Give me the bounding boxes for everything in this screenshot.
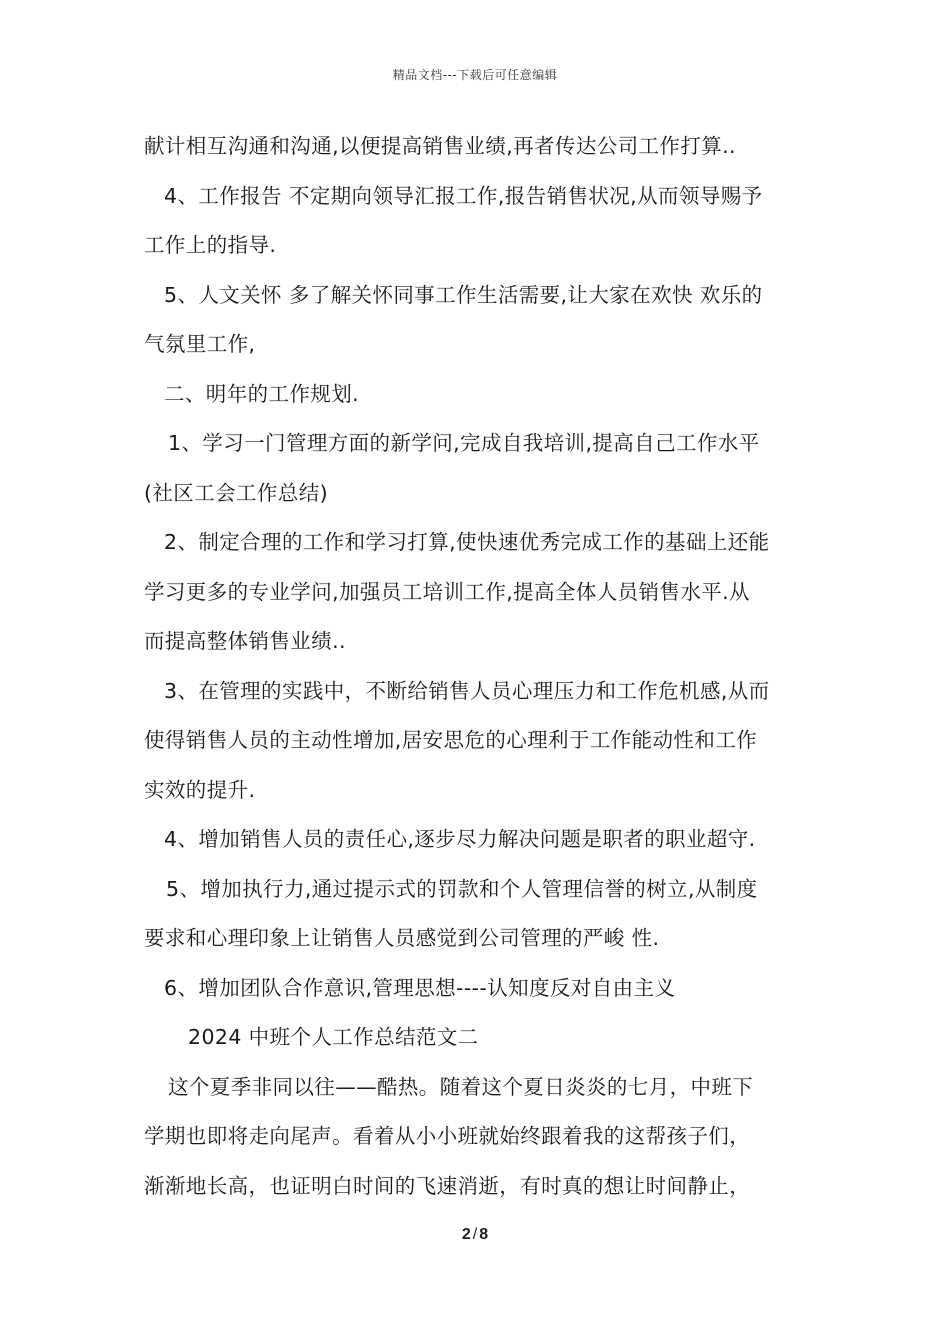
- text-line: 5、人文关怀 多了解关怀同事工作生活需要,让大家在欢快 欢乐的: [164, 282, 763, 307]
- text-line: 实效的提升.: [144, 777, 256, 802]
- text-line: 2024 中班个人工作总结范文二: [188, 1025, 479, 1049]
- text-line: 学习更多的专业学问,加强员工培训工作,提高全体人员销售水平.从: [144, 579, 750, 604]
- page-header: 精品文档---下载后可任意编辑: [392, 68, 558, 82]
- text-line: 要求和心理印象上让销售人员感觉到公司管理的严峻 性.: [144, 926, 660, 950]
- text-line: 工作上的指导.: [144, 233, 277, 257]
- page-separator: /: [472, 1226, 478, 1243]
- text-line: 6、增加团队合作意识,管理思想----认知度反对自由主义: [164, 975, 676, 1000]
- text-line: 这个夏季非同以往——酷热。随着这个夏日炎炎的七月，中班下: [168, 1074, 754, 1099]
- text-line: 学期也即将走向尾声。看着从小小班就始终跟着我的这帮孩子们，: [144, 1124, 751, 1148]
- current-page: 2: [461, 1226, 471, 1243]
- page-number: [0, 1226, 950, 1244]
- text-line: 二、明年的工作规划.: [164, 381, 360, 406]
- text-line: 渐渐地长高，也证明白时间的飞速消逝，有时真的想让时间静止，: [144, 1173, 751, 1198]
- text-line: 4、增加销售人员的责任心,逐步尽力解决问题是职者的职业超守.: [164, 827, 756, 851]
- text-line: (社区工会工作总结): [144, 480, 328, 505]
- text-line: 献计相互沟通和沟通,以便提高销售业绩,再者传达公司工作打算..: [144, 134, 736, 158]
- text-line: 3、在管理的实践中，不断给销售人员心理压力和工作危机感,从而: [164, 678, 770, 703]
- text-line: 1、学习一门管理方面的新学问,完成自我培训,提高自己工作水平: [168, 431, 760, 455]
- text-line: 4、工作报告 不定期向领导汇报工作,报告销售状况,从而领导赐予: [164, 183, 763, 208]
- text-line: 使得销售人员的主动性增加,居安思危的心理利于工作能动性和工作: [144, 728, 758, 752]
- text-line: 5、增加执行力,通过提示式的罚款和个人管理信誉的树立,从制度: [166, 876, 758, 901]
- text-line: 气氛里工作,: [144, 332, 256, 356]
- total-pages: 8: [479, 1226, 489, 1243]
- body-text: [144, 122, 814, 1211]
- text-line: 2、制定合理的工作和学习打算,使快速优秀完成工作的基础上还能: [164, 530, 770, 554]
- text-line: 而提高整体销售业绩..: [144, 629, 346, 653]
